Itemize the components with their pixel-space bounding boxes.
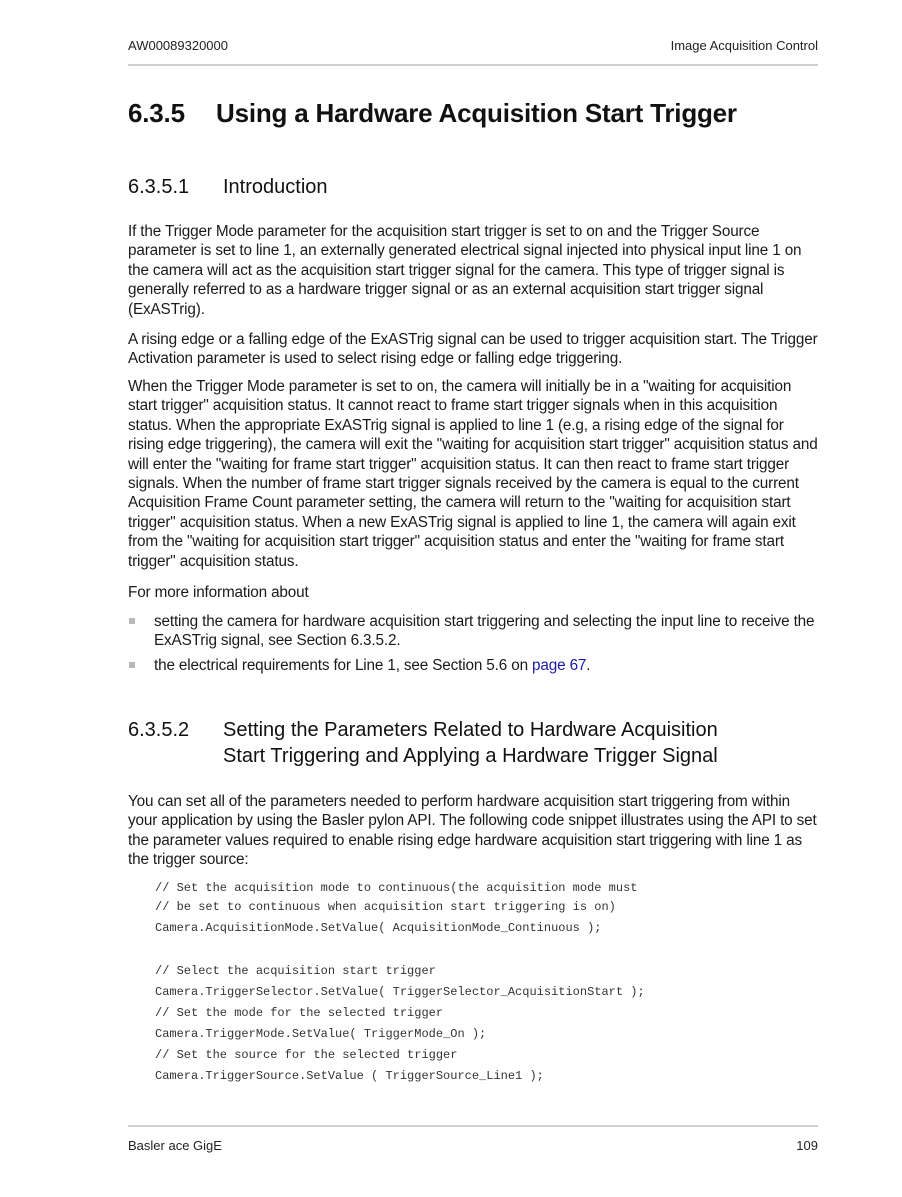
code-line: // Set the acquisition mode to continuous(the acquisition mode must bbox=[155, 881, 638, 895]
paragraph: If the Trigger Mode parameter for the acquisition start trigger is set to on and the Trigger Source parameter is set to line 1, an externally generated electrical signal injected into physical input line 1 on the camera will act as the acquisition start trigger signal for the camera. This type of trigger signal is generally referred to as a hardware trigger signal or as an external acquisition start trigger signal (ExASTrig). bbox=[128, 223, 802, 318]
list-item-suffix: . bbox=[586, 656, 591, 674]
subsection-title-line-2: Start Triggering and Applying a Hardware Trigger Signal bbox=[223, 745, 718, 767]
list-item-text: the electrical requirements for Line 1, see Section 5.6 on bbox=[154, 656, 533, 674]
subsection-heading-intro bbox=[128, 174, 328, 200]
subsection-heading-parameters bbox=[128, 717, 718, 769]
square-bullet-icon bbox=[129, 662, 135, 668]
subsection-number: 6.3.5.2 bbox=[128, 719, 190, 741]
chapter-title: Image Acquisition Control bbox=[670, 38, 818, 53]
header-divider bbox=[128, 64, 818, 66]
subsection-title-line-1: Setting the Parameters Related to Hardware Acquisition bbox=[223, 719, 718, 741]
code-blank-line bbox=[155, 939, 645, 961]
page-header bbox=[128, 38, 818, 53]
paragraph: A rising edge or a falling edge of the ExASTrig signal can be used to trigger acquisition start. The Trigger Activation parameter is used to select rising edge or falling edge triggering. bbox=[128, 331, 818, 368]
footer-divider bbox=[128, 1125, 818, 1127]
section-heading bbox=[128, 98, 737, 129]
section-title: Using a Hardware Acquisition Start Trigger bbox=[216, 98, 737, 128]
list-item bbox=[128, 656, 818, 675]
code-line: // Set the mode for the selected trigger bbox=[155, 1006, 444, 1020]
subsection-number: 6.3.5.1 bbox=[128, 176, 190, 198]
paragraph: You can set all of the parameters needed to perform hardware acquisition start triggering from within your application by using the Basler pylon API. The following code snippet illustrates using the API to set the parameter values required to enable rising edge hardware acquisition start triggering with line 1 as the trigger source: bbox=[128, 793, 817, 869]
code-line: // be set to continuous when acquisition start triggering is on) bbox=[155, 900, 616, 914]
page-footer bbox=[128, 1138, 818, 1153]
code-line: Camera.TriggerMode.SetValue( TriggerMode_On ); bbox=[155, 1027, 487, 1041]
code-line: Camera.AcquisitionMode.SetValue( AcquisitionMode_Continuous ); bbox=[155, 921, 602, 935]
square-bullet-icon bbox=[129, 618, 135, 624]
subsection-title: Introduction bbox=[223, 176, 328, 198]
list-item-text: setting the camera for hardware acquisition start triggering and selecting the input line to receive the ExASTrig signal, see Section 6.3.5.2. bbox=[154, 613, 815, 650]
code-line: // Set the source for the selected trigger bbox=[155, 1048, 458, 1062]
info-bullet-list bbox=[128, 612, 818, 680]
document-id: AW00089320000 bbox=[128, 38, 228, 53]
section-number: 6.3.5 bbox=[128, 98, 185, 128]
code-line: Camera.TriggerSelector.SetValue( TriggerSelector_AcquisitionStart ); bbox=[155, 985, 645, 999]
paragraph: When the Trigger Mode parameter is set to on, the camera will initially be in a "waiting for acquisition start trigger" acquisition status. It cannot react to frame start trigger signals when in this acquisition status. When the appropriate ExASTrig signal is applied to line 1 (e.g, a rising edge of the signal for rising edge triggering), the camera will exit the "waiting for acquisition start trigger" acquisition status and will enter the "waiting for frame start trigger" acquisition status. It can then react to frame start trigger signals. When the number of frame start trigger signals received by the camera is equal to the current Acquisition Frame Count parameter setting, the camera will return to the "waiting for acquisition start trigger" acquisition status. When a new ExASTrig signal is applied to line 1, the camera will again exit from the "waiting for acquisition start trigger" acquisition status and enter the "waiting for frame start trigger" acquisition status. bbox=[128, 378, 818, 570]
product-name: Basler ace GigE bbox=[128, 1138, 222, 1153]
paragraph: For more information about bbox=[128, 584, 309, 601]
code-line: // Select the acquisition start trigger bbox=[155, 964, 436, 978]
list-item bbox=[128, 612, 818, 651]
code-snippet bbox=[155, 880, 645, 1087]
code-line: Camera.TriggerSource.SetValue ( TriggerSource_Line1 ); bbox=[155, 1069, 544, 1083]
page-number: 109 bbox=[796, 1138, 818, 1153]
page-link[interactable]: page 67 bbox=[532, 656, 587, 674]
